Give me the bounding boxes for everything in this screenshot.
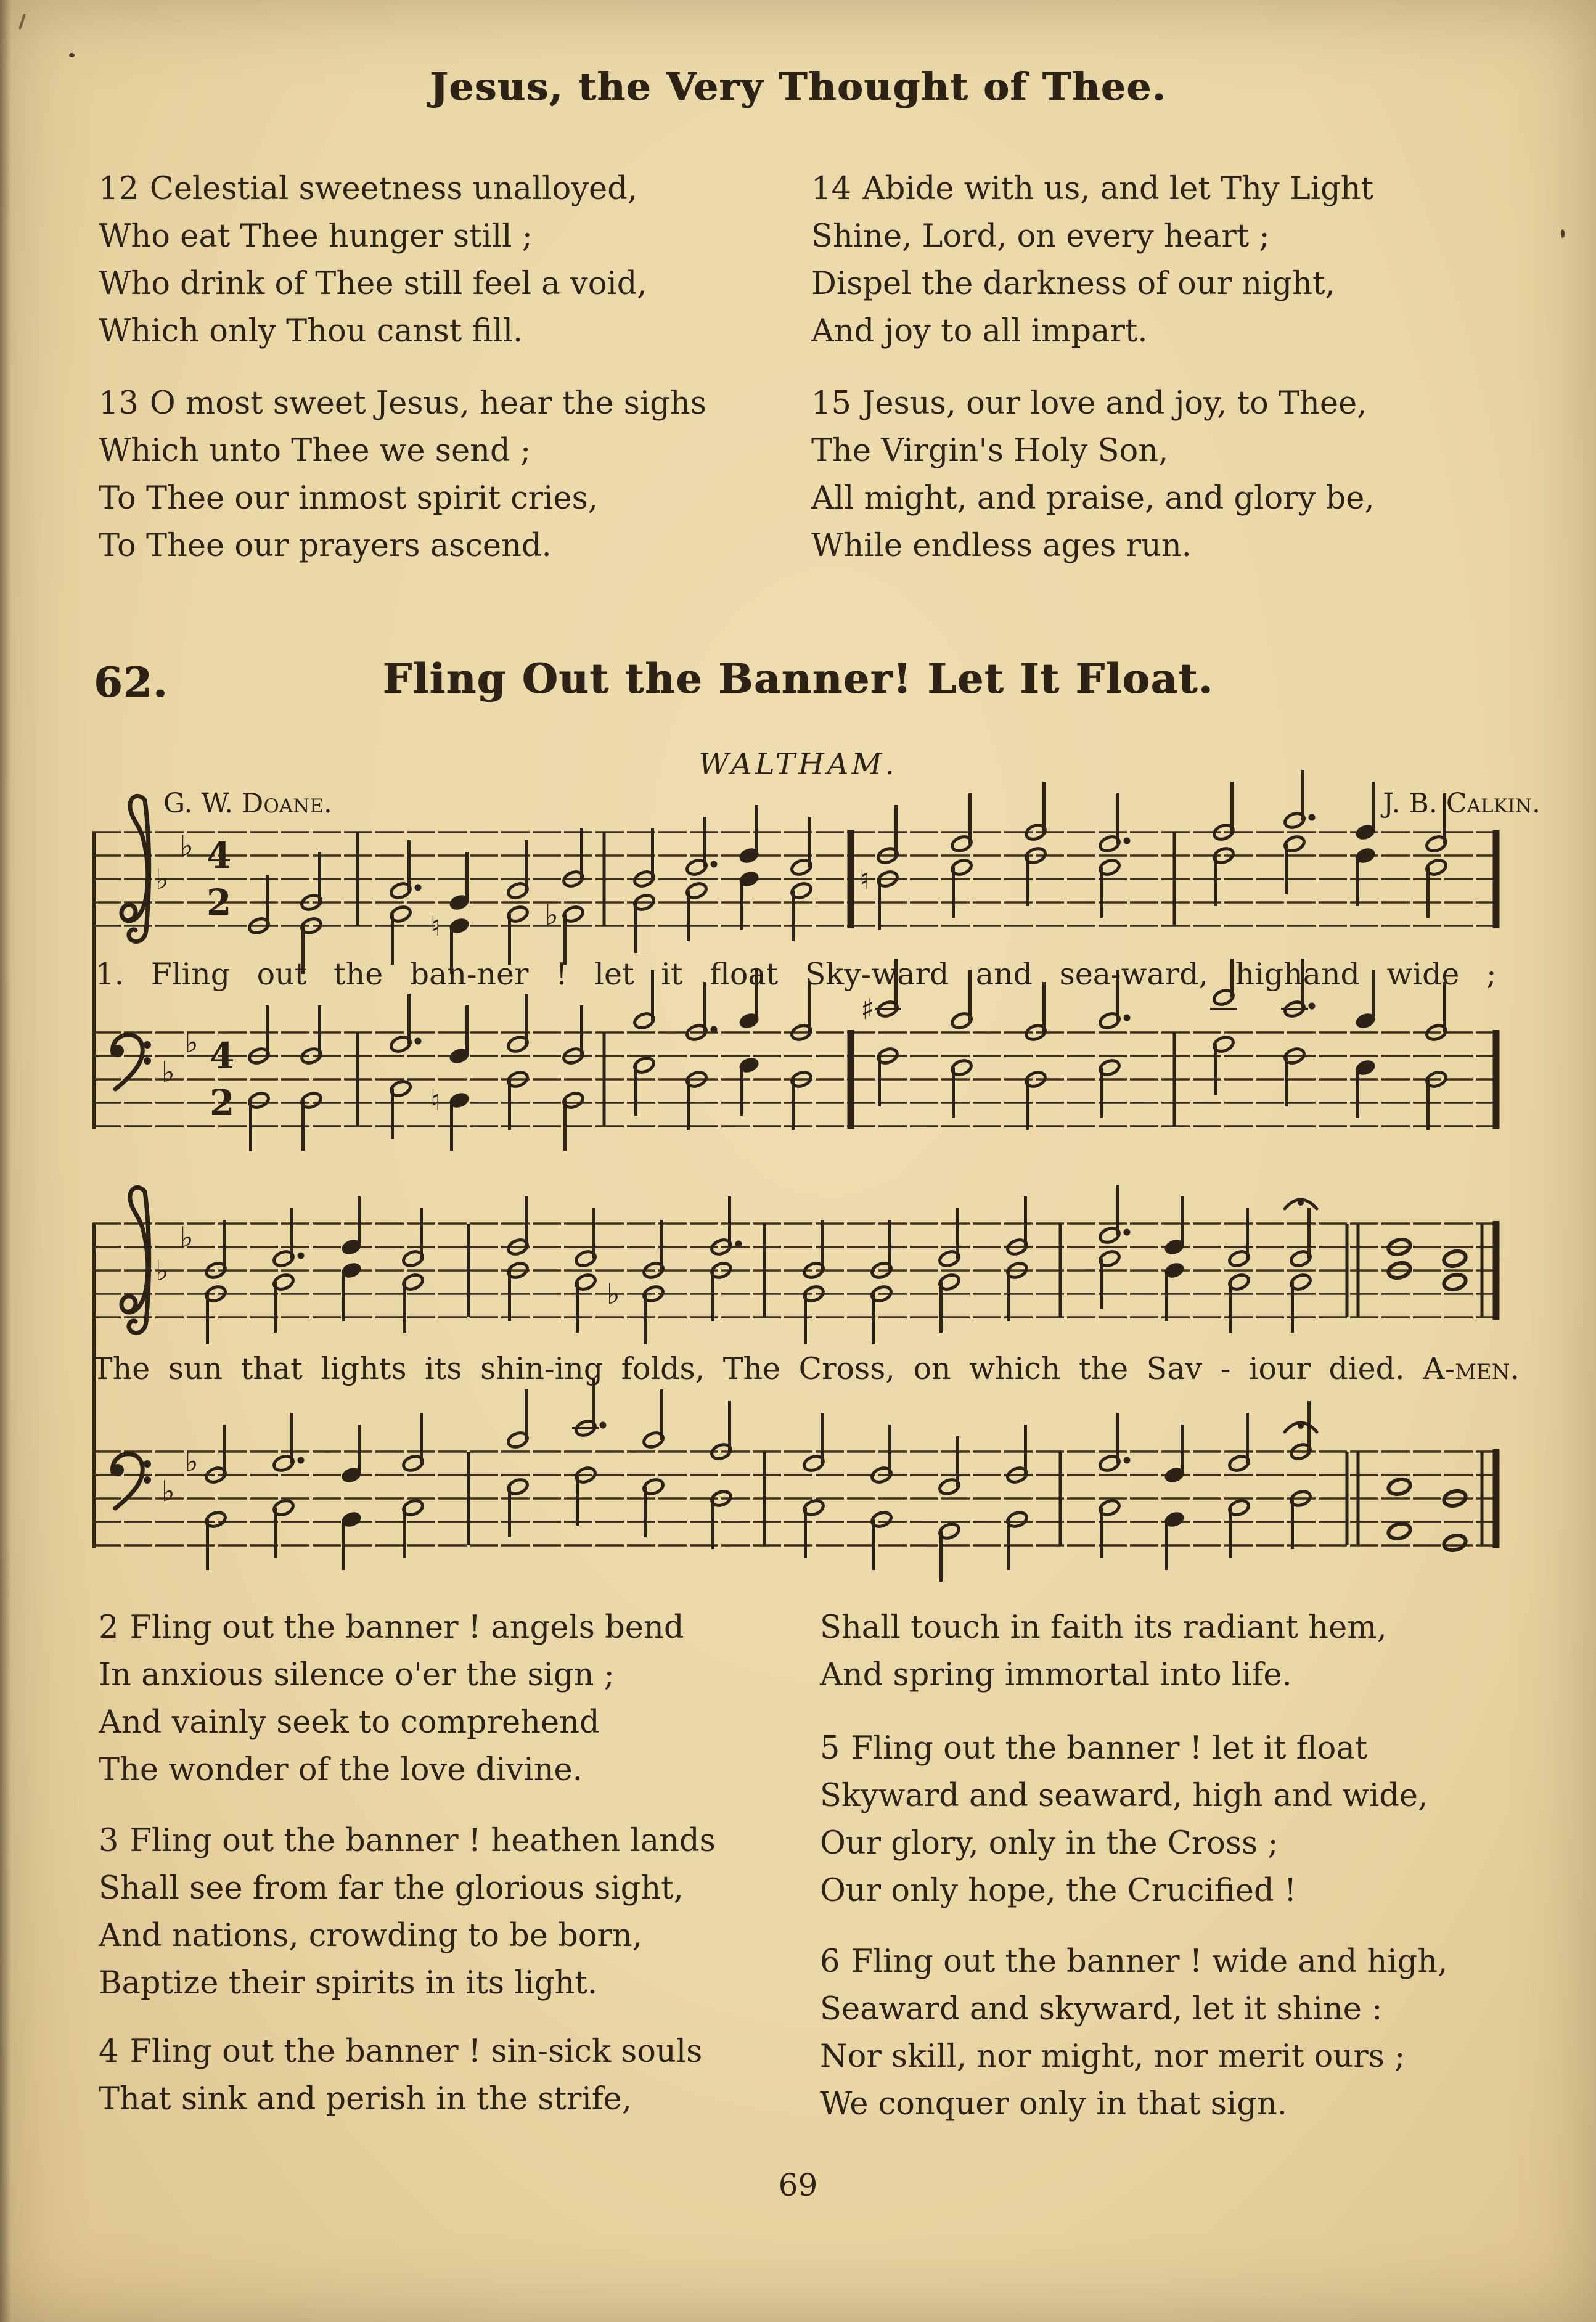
verse-line: Shine, Lord, on every heart ; [811,218,1270,255]
verse-line [820,1725,1428,1772]
time-signature-top: 4 [207,835,232,877]
verse-line: And vainly seek to comprehend [99,1704,600,1741]
verse-line: Seaward and skyward, let it shine : [820,1991,1383,2027]
flat-icon: ♭ [180,1220,194,1254]
verse-number: 6 [820,1944,840,1980]
composer-credit: J. B. Calkin. [1383,788,1541,819]
treble-clef-icon [121,796,149,941]
verse-line: The wonder of the love divine. [99,1752,583,1788]
verse-line: To Thee our inmost spirit cries, [99,480,598,517]
flat-icon: ♭ [180,829,194,862]
natural-icon: ♮ [430,1084,441,1117]
verse-line: To Thee our prayers ascend. [99,528,552,564]
verse-line [99,2028,702,2075]
bass-staff-system-1 [0,959,1596,1174]
fermata-icon [1285,1200,1317,1209]
scan-artifact [1561,229,1565,238]
music-notes [204,1185,1467,1344]
verse-line-text: O most sweet Jesus, hear the sighs [149,385,706,422]
verse-line-text: Abide with us, and let Thy Light [862,171,1374,207]
verse-14 [811,165,1373,355]
verse-12 [99,165,647,355]
verse-line [99,165,647,213]
verse-line [811,165,1373,213]
verse-line [820,1938,1447,1985]
verse-line-text: Jesus, our love and joy, to Thee, [862,385,1367,422]
verse-line-text: Fling out the banner ! wide and high, [851,1944,1448,1980]
treble-staff-system-2 [0,1150,1596,1365]
amen-text: A-men. [1423,1351,1520,1386]
verse-line: Who eat Thee hunger still ; [99,218,533,255]
verse-line-text: Fling out the banner ! angels bend [129,1609,684,1646]
sharp-icon: ♯ [861,992,875,1026]
natural-icon: ♮ [430,909,441,942]
verse-number: 2 [99,1609,119,1646]
verse-number: 12 [99,171,139,207]
verse-number: 3 [99,1823,119,1859]
verse-line: Which unto Thee we send ; [99,433,531,469]
page-number: 69 [778,2167,818,2203]
bass-clef-icon [112,1035,151,1089]
verse-line: Dispel the darkness of our night, [811,266,1335,302]
verse-line: The Virgin's Holy Son, [811,433,1169,469]
verse-line [99,1817,716,1865]
flat-icon: ♭ [162,1474,175,1508]
lyric-text: The sun that lights its shin-ing folds, The Cross, on which the Sav - iour died. [92,1351,1405,1386]
flat-icon: ♭ [607,1277,620,1310]
verse-2 [99,1604,684,1794]
time-signature-bottom: 2 [210,1082,235,1124]
verse-5 [820,1725,1428,1915]
flat-icon: ♭ [162,1055,175,1089]
flat-icon: ♭ [185,1445,198,1478]
bass-clef-icon [112,1454,151,1508]
verse-line-text: Fling out the banner ! sin-sick souls [129,2034,703,2070]
time-signature-bottom: 2 [207,881,232,923]
verse-number: 5 [820,1730,840,1767]
verse-line: Our only hope, the Crucified ! [820,1873,1297,1909]
verse-number: 14 [811,171,851,207]
verse-line-text: Fling out the banner ! let it float [851,1730,1368,1767]
treble-clef-icon [121,1187,149,1333]
verse-4 [99,2028,702,2123]
verse-line-text: Celestial sweetness unalloyed, [149,171,638,207]
verse-line [99,1604,684,1651]
page-title: Jesus, the Very Thought of Thee. [429,64,1167,109]
hymn-title: Fling Out the Banner! Let It Float. [382,655,1214,703]
flat-icon: ♭ [155,1254,169,1287]
flat-icon: ♭ [155,862,169,896]
verse-line: Which only Thou canst fill. [99,313,523,350]
verse-number: 13 [99,385,139,422]
verse-line: That sink and perish in the strife, [99,2081,632,2117]
verse-15 [811,380,1375,570]
verse-number: 15 [811,385,851,422]
verse-3 [99,1817,716,2007]
verse-13 [99,380,706,570]
verse-line: And joy to all impart. [811,313,1148,350]
verse-line: Our glory, only in the Cross ; [820,1825,1279,1862]
verse-6 [820,1938,1447,2128]
fermata-icon [1285,1423,1317,1432]
bass-staff-system-2 [0,1378,1596,1593]
verse-line: Shall touch in faith its radiant hem, [820,1609,1387,1646]
flat-icon: ♭ [545,898,559,931]
verse-line: Who drink of Thee still feel a void, [99,266,647,302]
verse-line [811,380,1375,427]
verse-4-continued [820,1604,1387,1699]
music-notes [204,1378,1467,1582]
verse-line: We conquer only in that sign. [820,2086,1287,2122]
flat-icon: ♭ [185,1026,198,1059]
verse-line: All might, and praise, and glory be, [811,480,1375,517]
scan-artifact [69,53,75,57]
time-signature-top: 4 [210,1035,235,1077]
lyric-line-1: 1. Fling out the ban-ner ! let it float Sky-ward and sea-ward, highand wide ; [95,957,1497,992]
verse-line: And spring immortal into life. [820,1657,1292,1693]
verse-line-text: Fling out the banner ! heathen lands [129,1823,716,1859]
verse-line: In anxious silence o'er the sign ; [99,1657,615,1693]
verse-line: Shall see from far the glorious sight, [99,1870,684,1907]
natural-icon: ♮ [859,862,870,896]
verse-number: 4 [99,2034,119,2070]
hymn-number: 62. [94,658,168,706]
verse-line: Skyward and seaward, high and wide, [820,1778,1428,1814]
verse-line: And nations, crowding to be born, [99,1918,642,1954]
tune-name: WALTHAM. [698,747,898,782]
verse-line: While endless ages run. [811,528,1192,564]
verse-line: Baptize their spirits in its light. [99,1965,598,2001]
verse-line: Nor skill, nor might, nor merit ours ; [820,2038,1406,2075]
treble-staff-system-1 [0,758,1596,974]
author-credit: G. W. Doane. [163,788,332,819]
scan-artifact [18,14,26,30]
verse-line [99,380,706,427]
